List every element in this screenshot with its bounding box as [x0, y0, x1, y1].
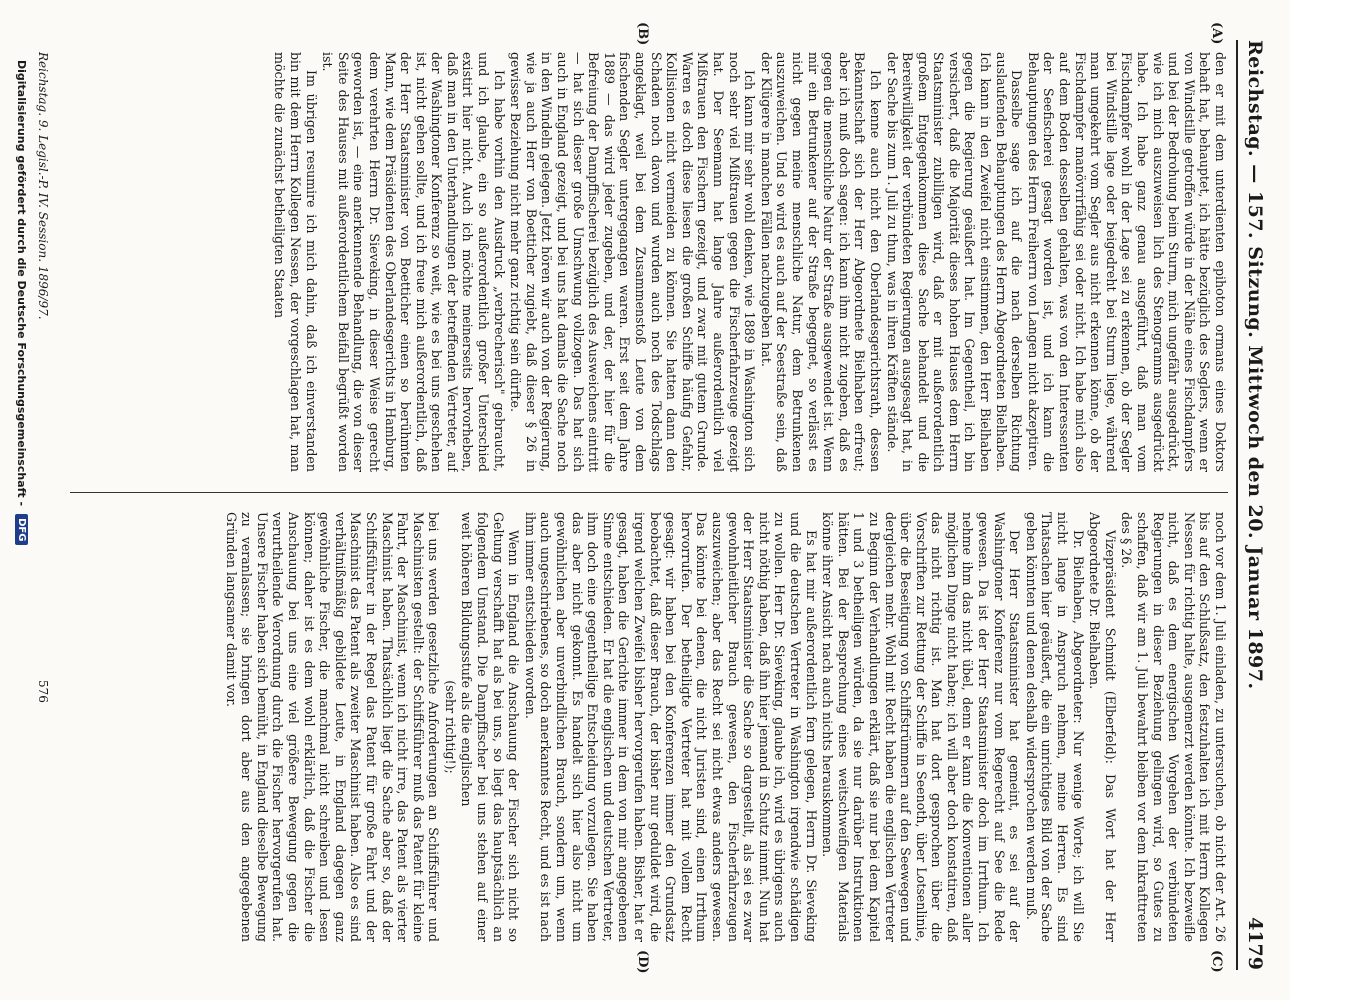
column-divider: [70, 492, 1228, 493]
paragraph: Es hat mir außerordentlich fern gelegen, Herrn Dr. Sieveking und die deutschen Vertreter in Washington irgendwie schädigen zu wollen. Herr Dr. Sieveking, glaube ich, wird es übrigens auch nicht nöthig haben, daß ihn hier jemand in Schutz nimmt. Nun hat der Herr Staatsminister die Sache so dargestellt, als sei es zwar gewohnheitlicher Brauch gewesen, den Fischerfahrzeugen auszuweichen; aber das Recht sei nicht etwas anders gewesen. Das könnte bei denen, die nicht Juristen sind, einen Irrthum hervorrufen. Der betheiligte Vertreter hat mit vollem Recht gesagt: wir haben bei den Konferenzen immer den Grundsatz beobachtet, daß dieser Brauch, der bisher nur geduldet wird, die irgend welchen Zweifel bisher hervorgerufen haben. Bisher, hat er gesagt, haben die Gerichte immer in dem von mir angegebenen Sinne entschieden. Er hat die englischen und deutschen Vertreter, ihm doch eine gegentheilige Entscheidung vorzulegen. Sie haben das aber nicht gekonnt. Es handelt sich hier also nicht um gewöhnlichen aber unverbindlichen Brauch, sondern um, wenn auch ungeschriebenes, so doch anerkanntes Recht, und es ist nach ihm immer entschieden worden.: [522, 512, 819, 942]
dfg-logo: DFG: [15, 514, 28, 545]
page-header: [1236, 40, 1272, 970]
speaker-paragraph: Dr. Bielhaben, Abgeordneter: Nur wenige Worte; ich will Sie nicht lange in Anspruch nehmen, meine Herren. Es sind Thatsachen hier geäußert, die ein unrichtiges Bild von der Sache geben könnten und denen deshalb widersprochen werden muß.: [1023, 512, 1086, 942]
paragraph: Ich kenne auch nicht den Oberlandesgerichtsrath, dessen Bekanntschaft sich der Herr Abgeordnete Bielhaben erfreut; aber ich muß doch sagen: ich kann ihm nicht zugeben, daß es gegen die menschliche Natur der Straße ausgewendet ist. Wenn mir ein Betrunkener auf der Straße begegnet, so verlässt es nicht gegen meine menschliche Natur, dem Betrunkenen auszuweichen. Und so wird es auch auf der Seestraße sein, daß der Klügere in manchen Fällen nachzugeben hat.: [758, 52, 883, 472]
paragraph: Wenn in England die Anschauung der Fischer sich nicht so Geltung verschafft hat als bei uns, so liegt das hauptsächlich an folgendem Umstand. Die Dampffischer bei uns stehen auf einer weit höheren Bildungsstufe als die englischen: [459, 512, 522, 942]
footer-number: 576: [36, 680, 50, 703]
paragraph: den er mit dem unterdienten epihoton ormans eines Doktors behaft hat, behauptet, ich hätte bezüglich des Seglers, wenn er von Windstille getroffen würde in der Nähe eines Fischdampfers und bei der Bedrohung beim Sturm, mich ungefähr ausgedrückt, wie ich mich auszuweisen lich des Stenogramms ausgedrückt habe. Ich habe ganz genau ausgeführt, daß man vom Fischdampfer wohl in der Lage sei zu erkennen, ob der Segler bei Windstille lage oder beigedreht bei Sturm liege, während man umgekehrt vom Segler aus nicht erkennen könne, ob der Fischdampfer manövrirfähig sei oder nicht. Ich habe mich also auf dem Boden desselben gehalten, was von den Interessenten der Seefischerei gesagt worden ist, und ich kann die Behauptungen des Herrn Freiherrn von Langen nicht akzeptiren.: [1025, 52, 1228, 472]
header-title: Reichstag. — 157. Sitzung. Mittwoch den 20. Januar 1897.: [1244, 40, 1266, 690]
paragraph: bei uns werden gesetzliche Anforderungen an Schiffsführer und Maschinisten gestellt: der Schiffsführer muß das Patent für kleine Fahrt, der Maschinist, wenn ich nicht irre, das Patent als vierter Maschinist haben. Thatsächlich liegt die Sache aber so, daß der Schiffsführer in der Regel das Patent für große Fahrt und der Maschinist das Patent als zweiter Maschinist haben. Also es sind verhältnißmäßig gebildete Leute, in England dagegen ganz gewöhnliche Fischer, die manchmal nicht schreiben und lesen können; daher ist es dem wohl erklärlich, daß die Fischer die Anschauung bei uns eine viel größere Bewegung gegen die verurtheilende Verordnung durch die Fischer hervorgerufen hat. Unsere Fischer haben sich bemüht, in England dieselbe Bewegung zu veranlassen; sie bringen dort aber aus den angegebenen Gründen langsamer damit vor.: [223, 512, 442, 942]
dfg-credit: [15, 60, 28, 960]
left-column: [58, 52, 1228, 472]
margin-mark-a: (A): [1209, 22, 1224, 45]
right-column: [58, 512, 1228, 942]
paragraph: noch vor dem 1. Juli einladen, zu untersuchen, ob nicht der Art. 26 bis auf den Schlußsatz, den festzuhalten ich mit Herrn Kollegen Nessen für richtig halte, ausgemerzt werden könnte. Ich bezweifle nicht, daß es dem energischen Vorgehen der verbündeten Regierungen in dieser Beziehung gelingen wird, so Gutes zu schaffen, daß wir am 1. Juli bewahrt bleiben vor dem Inkrafttreten des § 26.: [1119, 512, 1228, 942]
speaker-announcement: Vizepräsident Schmidt (Elberfeld): Das Wort hat der Herr Abgeordnete Dr. Bielhaben.: [1087, 512, 1118, 942]
margin-mark-d: (D): [635, 950, 650, 974]
paragraph: Dasselbe sage ich auf die nach derselben Richtung auslaufenden Behauptungen des Herrn Abgeordneten Bielhaben. Ich kann in den Zweifel nicht einstimmen, den Herr Bielhaben gegen die Regierung geäußert hat. Im Gegentheil, ich bin versichert, daß die Majorität dieses hohen Hauses dem Herrn Staatsminister zubilligen wird, daß er mit außerordentlich großem Entgegenkommen diese Sache behandelt und die Bereitwilligkeit der verbündeten Regierungen ausgesagt hat, in der Sache bis zum 1. Juli zu thun, was in ihren Kräften stände.: [884, 52, 1025, 472]
paragraph: Ich habe vorhin den Ausdruck „verbrecherisch" gebraucht, und ich glaube, ein so außerordentlich großer Unterschied existirt hier nicht. Auch ich möchte meinerseits hervorheben, daß man in den Unterhandlungen der betreffenden Vertreter, auf der Washingtoner Konferenz so weit, wie es bei uns geschehen ist, nicht gehen sollte, und ich freue mich außerordentlich, daß der Herr Staatsminister von Boetticher einen so berühmten Mann, wie dem Präsidenten des Oberlandesgerichts in Hamburg, dem verehrten Herrn Dr. Sieveking, in dieser Weise gerecht geworden ist, — eine anerkennende Behandlung, die von dieser Seite des Hauses mit außerordentlichem Beifall begrüßt worden ist.: [320, 52, 507, 472]
paragraph: Ich kann mir sehr wohl denken, wie 1889 in Washington sich noch sehr viel Mißtrauen gegen die Fischerfahrzeuge gezeigt hat. Der Seemann hat lange Jahre außerordentlich viel Mißtrauen den Fischern gezeigt, und zwar mit gutem Grunde. Waren es doch diese liesen die großen Schiffe häufig Gefahr, Kollisionen nicht vermeiden zu können. Sie hatten dann den Schaden noch davon und wurden auch noch des Todschlags angeklagt, weil bei dem Zusammenstoß Leute von dem fischenden Segler untergegangen waren. Erst seit dem Jahre 1889 — das wird jeder zugeben, und der, der hier für die Befreiung der Dampffischerei bezüglich des Ausweichens eintritt — hat sich dieser große Umschwung vollzogen. Das hat sich auch in England gezeigt, und bei uns hat damals die Sache noch in den Windeln gelegen. Jetzt hören wir auch von der Regierung, wie ja auch Herr von Boetticher zugiebt, daß dieser § 26 in gewisser Beziehung nicht mehr ganz richtig sein dürfte.: [508, 52, 758, 472]
paragraph: Der Herr Staatsminister hat gemeint, es sei auf der Washingtoner Konferenz nur vom Regerecht auf See die Rede gewesen. Da ist der Herr Staatsminister doch im Irrthum. Ich nehme ihm das nicht übel, denn er kann die Konventionen aller möglichen Dinge nicht haben; ich will aber doch konstatiren, daß das nicht richtig ist. Man hat dort gesprochen über die Vorschriften zur Rettung der Schiffe in Seenoth, über Lotsenlinie, über die Beseitigung von Schiffstrümmern auf den Seewegen und dergleichen mehr. Wohl mit Recht haben die englischen Vertreter zu Beginn der Verhandlungen erklärt, daß sie nur bei dem Kapitel 1 und 3 betheiligen würden, da sie nur darüber Instruktionen hätten. Bei der Besprechung eines weitschweifigen Materials könne ihrer Ansicht nach auch nichts herauskommen.: [820, 512, 1023, 942]
footer-session: Reichstag. 9. Legisl.-P. IV. Session. 1896/97.: [36, 52, 50, 320]
page-number: 4179: [1244, 917, 1266, 970]
interjection: (sehr richtig!);: [442, 680, 458, 774]
margin-mark-b: (B): [635, 22, 650, 46]
paragraph: Im übrigen resumire ich mich dahin, daß ich einverstanden bin mit dem Herrn Kollegen Nessen, der vorgeschlagen hat, man möchte die zunächst betheiligten Staaten: [272, 52, 319, 472]
margin-mark-c: (C): [1209, 950, 1224, 973]
dfg-credit-text: Digitalisierung gefördert durch die Deutsche Forschungsgemeinschaft -: [15, 60, 28, 507]
